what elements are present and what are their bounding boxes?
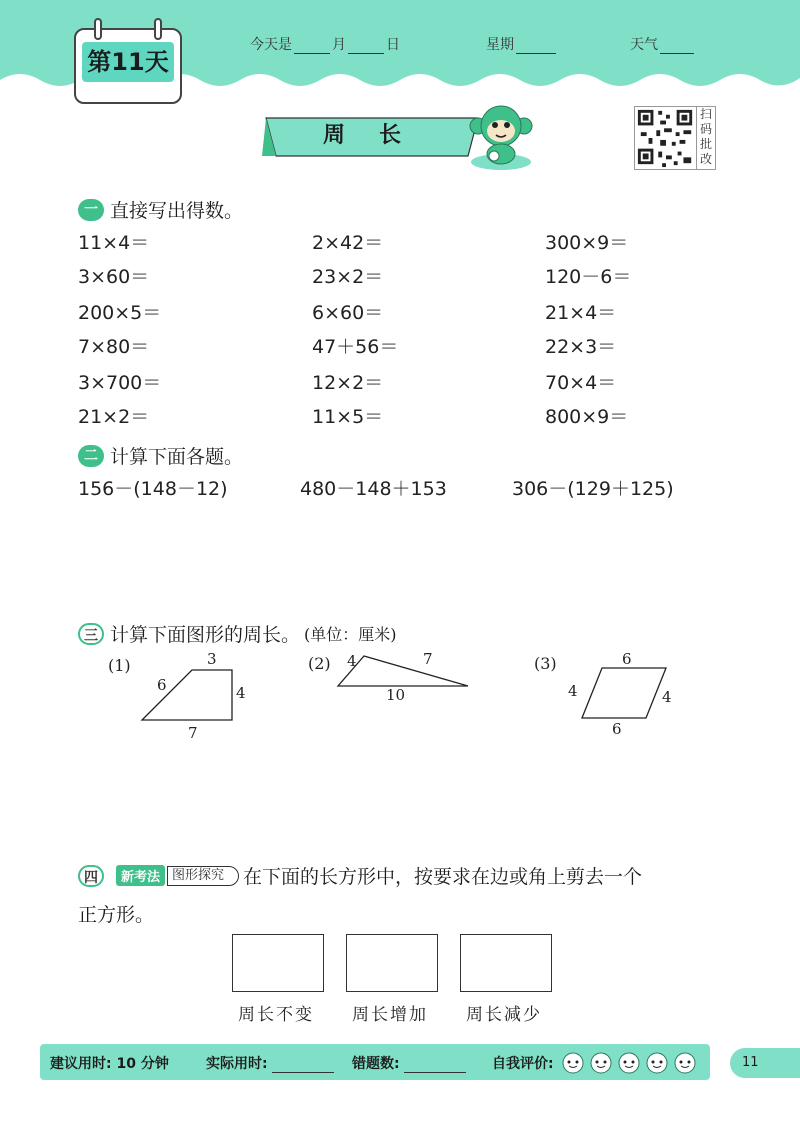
smiley-icon[interactable]: [590, 1050, 612, 1074]
section4-heading-continued: 正方形。: [78, 904, 155, 926]
rectangle-drawing-area[interactable]: [346, 934, 438, 992]
trapezoid-shape: [140, 668, 240, 724]
calc-item: 23×2＝: [312, 266, 384, 288]
calc-item: 6×60＝: [312, 302, 384, 324]
calc-item: 47＋56＝: [312, 336, 399, 358]
calendar-ring-icon: [154, 18, 162, 40]
section3-heading: 三 计算下面图形的周长。 (单位：厘米): [78, 620, 397, 647]
side-length: 4: [568, 682, 578, 700]
section-number-badge: 二: [78, 445, 104, 467]
calendar-ring-icon: [94, 18, 102, 40]
expression-item: 306－(129＋125): [512, 478, 674, 500]
calc-item: 22×3＝: [545, 336, 617, 358]
calc-item: 12×2＝: [312, 372, 384, 394]
side-length: 4: [236, 684, 246, 702]
week-blank[interactable]: [516, 40, 556, 54]
smiley-icon[interactable]: [618, 1050, 640, 1074]
date-field: 今天是 月 日: [250, 37, 400, 53]
section-number-badge: 三: [78, 623, 104, 645]
rectangle-caption: 周长增加: [352, 1005, 428, 1025]
side-length: 6: [157, 676, 167, 694]
side-length: 7: [423, 650, 433, 668]
calc-item: 200×5＝: [78, 302, 162, 324]
section4-heading: 四 新考法 图形探究 在下面的长方形中，按要求在边或角上剪去一个: [78, 862, 642, 889]
side-length: 6: [622, 650, 632, 668]
rectangle-drawing-area[interactable]: [232, 934, 324, 992]
calc-item: 21×4＝: [545, 302, 617, 324]
smiley-icon[interactable]: [562, 1050, 584, 1074]
calc-item: 2×42＝: [312, 232, 384, 254]
actual-time-field: 实际用时:: [206, 1053, 334, 1073]
day-badge: [74, 28, 182, 104]
calc-item: 11×5＝: [312, 406, 384, 428]
weather-field: 天气: [630, 34, 696, 54]
topic-tag: 图形探究: [167, 866, 239, 886]
footer-bar: [40, 1044, 710, 1080]
smiley-icon[interactable]: [674, 1050, 696, 1074]
calc-item: 800×9＝: [545, 406, 629, 428]
side-length: 7: [188, 724, 198, 742]
side-length: 4: [662, 688, 672, 706]
calc-item: 11×4＝: [78, 232, 150, 254]
errors-field: 错题数:: [352, 1053, 466, 1073]
page-title: 周长: [322, 123, 435, 148]
qr-code-icon: [635, 107, 697, 169]
monkey-mascot-icon: [466, 100, 536, 172]
weather-blank[interactable]: [660, 40, 694, 54]
figure-label: (1): [108, 656, 131, 675]
actual-time-blank[interactable]: [272, 1059, 334, 1073]
self-eval-label: 自我评价:: [492, 1056, 554, 1072]
side-length: 10: [386, 686, 406, 704]
figure-label: (3): [534, 654, 557, 673]
section2-heading: 二 计算下面各题。: [78, 442, 243, 469]
suggested-time: 建议用时: 10 分钟: [50, 1056, 169, 1072]
side-length: 4: [347, 652, 357, 670]
new-method-tag: 新考法: [116, 865, 165, 886]
page-number: 11: [730, 1048, 800, 1078]
errors-blank[interactable]: [404, 1059, 466, 1073]
calc-item: 300×9＝: [545, 232, 629, 254]
parallelogram-shape: [580, 666, 668, 722]
expression-item: 156－(148－12): [78, 478, 228, 500]
calc-item: 3×700＝: [78, 372, 162, 394]
calc-item: 21×2＝: [78, 406, 150, 428]
calc-item: 120－6＝: [545, 266, 632, 288]
smiley-icon[interactable]: [646, 1050, 668, 1074]
expression-item: 480－148＋153: [300, 478, 447, 500]
figure-label: (2): [308, 654, 331, 673]
rectangle-drawing-area[interactable]: [460, 934, 552, 992]
rectangle-caption: 周长减少: [466, 1005, 542, 1025]
side-length: 3: [207, 650, 217, 668]
calc-item: 7×80＝: [78, 336, 150, 358]
section1-heading: 一 直接写出得数。: [78, 196, 243, 223]
side-length: 6: [612, 720, 622, 738]
day-blank[interactable]: [348, 40, 384, 54]
section-number-badge: 四: [78, 865, 104, 887]
rectangle-caption: 周长不变: [238, 1005, 314, 1025]
month-blank[interactable]: [294, 40, 330, 54]
calc-item: 70×4＝: [545, 372, 617, 394]
section-number-badge: 一: [78, 199, 104, 221]
week-field: 星期: [486, 34, 558, 54]
day-label: 第11天: [82, 42, 174, 82]
qr-label: 扫码批改: [696, 106, 716, 170]
calc-item: 3×60＝: [78, 266, 150, 288]
qr-code[interactable]: [634, 106, 698, 170]
